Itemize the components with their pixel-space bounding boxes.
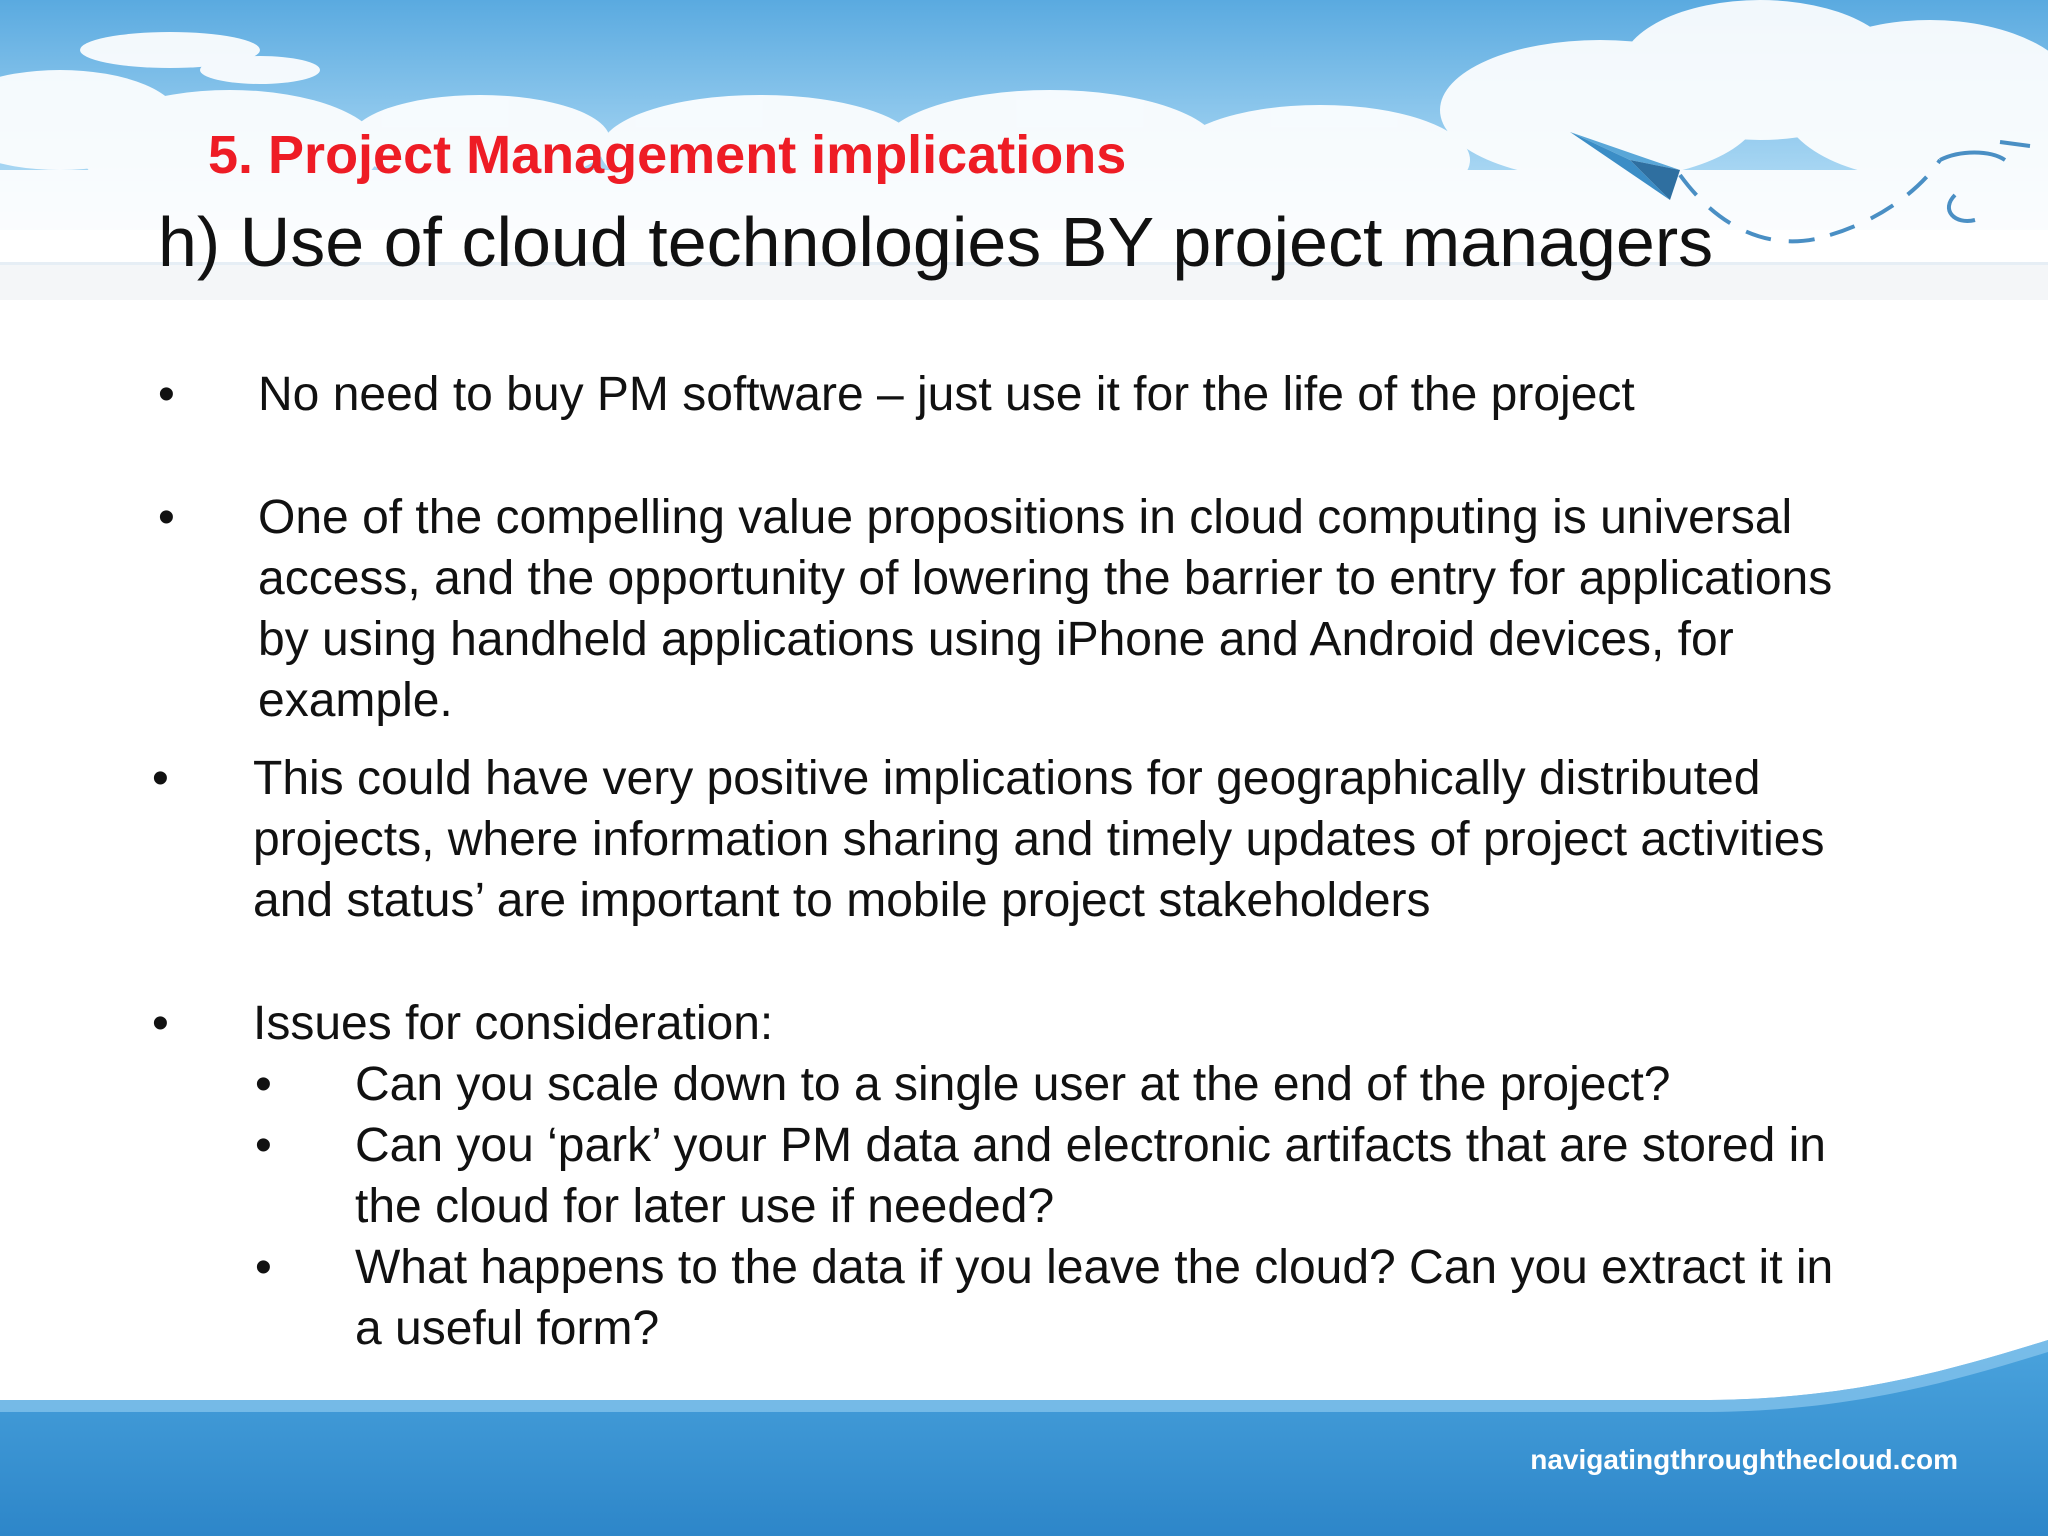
bullet-text-line: Issues for consideration: [253, 997, 774, 1050]
bullet-marker: • [158, 491, 175, 544]
bullet-marker: • [255, 1119, 272, 1172]
sub-bullet-text-line: the cloud for later use if needed? [355, 1180, 1055, 1233]
bullet-text-line: by using handheld applications using iPhone and Android devices, for [258, 613, 1734, 666]
bullet-marker: • [152, 752, 169, 805]
footer-website: navigatingthroughthecloud.com [1530, 1444, 1958, 1475]
bullet-marker: • [158, 368, 175, 421]
sub-bullet-text-line: What happens to the data if you leave the cloud? Can you extract it in [355, 1241, 1834, 1294]
bullet-marker: • [152, 997, 169, 1050]
bullet-marker: • [255, 1241, 272, 1294]
sub-bullet-text-line: Can you scale down to a single user at the end of the project? [355, 1058, 1671, 1111]
bullet-text-line: example. [258, 674, 453, 727]
bullet-text: No need to buy PM software – just use it for the life of the project [258, 368, 1635, 421]
slide-title: h) Use of cloud technologies BY project managers [158, 203, 1714, 281]
bullet-text-line: access, and the opportunity of lowering the barrier to entry for applications [258, 552, 1833, 605]
bullet-text-line: and status’ are important to mobile project stakeholders [253, 874, 1431, 927]
bullet-text-line: One of the compelling value propositions in cloud computing is universal [258, 491, 1793, 544]
bullet-marker: • [255, 1058, 272, 1111]
bullet-text-line: This could have very positive implications for geographically distributed [253, 752, 1761, 805]
slide-subtitle: 5. Project Management implications [208, 125, 1127, 185]
bullet-text-line: projects, where information sharing and timely updates of project activities [253, 813, 1825, 866]
sub-bullet-text-line: a useful form? [355, 1302, 660, 1355]
sub-bullet-text-line: Can you ‘park’ your PM data and electronic artifacts that are stored in [355, 1119, 1826, 1172]
